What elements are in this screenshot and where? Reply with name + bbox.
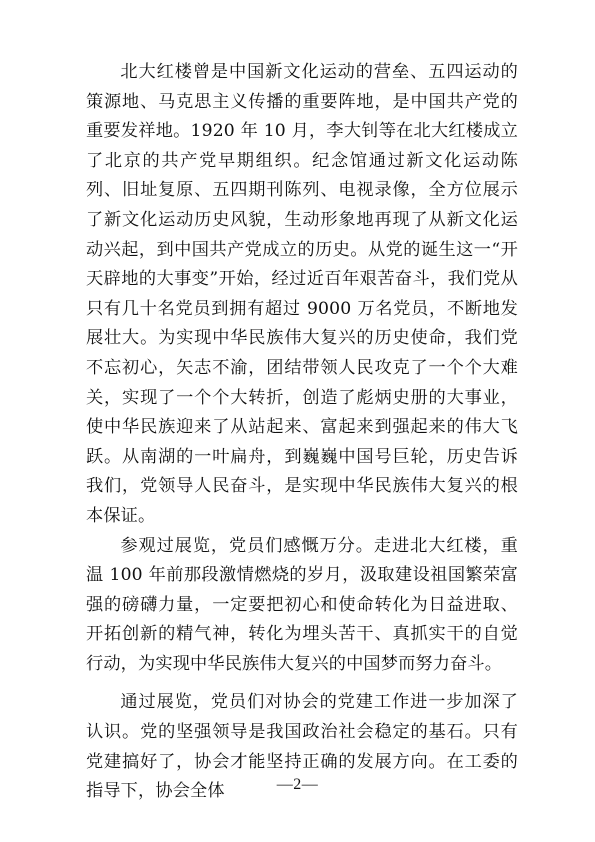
paragraph-party-building: 通过展览，党员们对协会的党建工作进一步加深了认识。党的坚强领导是我国政治社会稳定的基石。只有党建搞好了，协会才能坚持正确的发展方向。在工委的指导下，协会全体: [86, 692, 518, 802]
paragraph-visit-exhibition: 参观过展览，党员们感慨万分。走进北大红楼，重温 100 年前那段激情燃烧的岁月，汲取建设祖国繁荣富强的磅礴力量，一定要把初心和使命转化为日益进取、开拓创新的精气神，转化为埋头苦干、真抓实干的自觉行动，为实现中华民族伟大复兴的中国梦而努力奋斗。: [86, 535, 518, 674]
body-text: [86, 58, 518, 807]
paragraph-beida-red-building: 北大红楼曾是中国新文化运动的营垒、五四运动的策源地、马克思主义传播的重要阵地，是中国共产党的重要发祥地。1920 年 10 月，李大钊等在北大红楼成立了北京的共产党早期组织。纪念馆通过新文化运动陈列、旧址复原、五四期刊陈列、电视录像，全方位展示了新文化运动历史风貌，生动形象地再现了从新文化运动兴起，到中国共产党成立的历史。从党的诞生这一“开天辟地的大事变”开始，经过近百年艰苦奋斗，我们党从只有几十名党员到拥有超过 9000 万名党员，不断地发展壮大。为实现中华民族伟大复兴的历史使命，我们党不忘初心，矢志不渝，团结带领人民攻克了一个个大难关，实现了一个个大转折，创造了彪炳史册的大事业，使中华民族迎来了从站起来、富起来到强起来的伟大飞跃。从南湖的一叶扁舟，到巍巍中国号巨轮，历史告诉我们，党领导人民奋斗，是实现中华民族伟大复兴的根本保证。: [86, 62, 518, 526]
page-number: —2—: [276, 776, 319, 793]
